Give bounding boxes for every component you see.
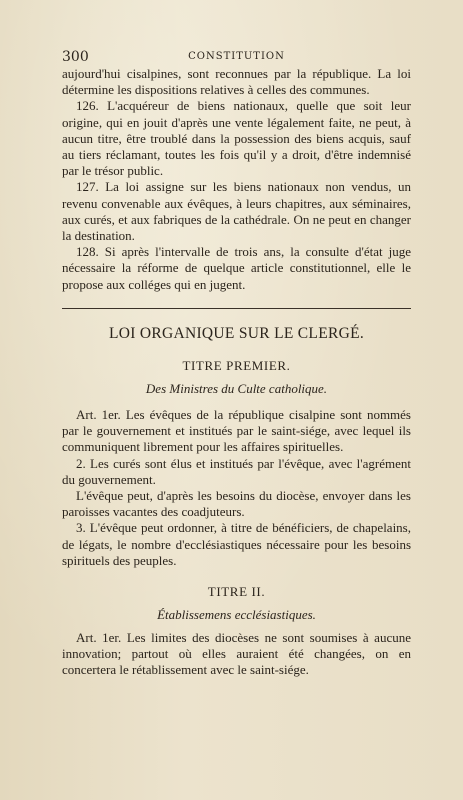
titre-ii-subtitle: Établissemens ecclésiastiques. (157, 607, 316, 622)
page-header (62, 49, 411, 65)
article-127: 127. La loi assigne sur les biens nationaux non vendus, un revenu convenable aux évêques, à leurs chapitres, aux séminaires, aux curés, et aux fabriques de la cathédrale. On ne peut en changer la destination. (62, 179, 411, 244)
titre-premier-subtitle: Des Ministres du Culte catholique. (145, 381, 328, 396)
titre-premier-articles (62, 407, 411, 569)
article-128: 128. Si après l'intervalle de trois ans, la consulte d'état juge nécessaire la réforme de quelque article constitutionnel, elle le propose aux colléges qui en jugent. (62, 244, 411, 292)
law-title: LOI ORGANIQUE SUR LE CLERGÉ. (108, 325, 365, 342)
titre-premier-heading: TITRE PREMIER. (182, 358, 291, 373)
running-head: CONSTITUTION (188, 51, 285, 62)
section-divider (62, 308, 411, 309)
titre-ii-articles (62, 630, 411, 679)
page-number: 300 (62, 49, 89, 65)
paragraph-continued: aujourd'hui cisalpines, sont reconnues par la république. La loi détermine les dispositions relatives à celles des communes. (62, 66, 411, 98)
article-2-note: L'évêque peut, d'après les besoins du diocèse, envoyer dans les paroisses vacantes des coadjuteurs. (62, 488, 411, 520)
article-126: 126. L'acquéreur de biens nationaux, quelle que soit leur origine, qui en jouit d'après une vente légalement faite, ne peut, à aucun titre, être troublé dans la possession des biens acquis, sauf au tiers réclamant, toutes les fois qu'il y a droit, d'être indemnisé par le trésor public. (62, 98, 411, 179)
titre-ii-article-1: Art. 1er. Les limites des diocèses ne sont soumises à aucune innovation; partout où elles auraient été changées, on en concertera le rétablissement avec le saint-siége. (62, 630, 411, 678)
article-3: 3. L'évêque peut ordonner, à titre de bénéficiers, de chapelains, de légats, le nombre d'ecclésiastiques nécessaire pour les besoins spirituels des peuples. (62, 520, 411, 568)
section-continuation (62, 66, 411, 293)
article-1: Art. 1er. Les évêques de la république cisalpine sont nommés par le gouvernement et institués par le saint-siége, avec lequel ils communiquent librement pour les affaires spirituelles. (62, 407, 411, 455)
titre-ii-heading: TITRE II. (207, 584, 266, 599)
article-2: 2. Les curés sont élus et institués par l'évêque, avec l'agrément du gouvernement. (62, 455, 411, 487)
